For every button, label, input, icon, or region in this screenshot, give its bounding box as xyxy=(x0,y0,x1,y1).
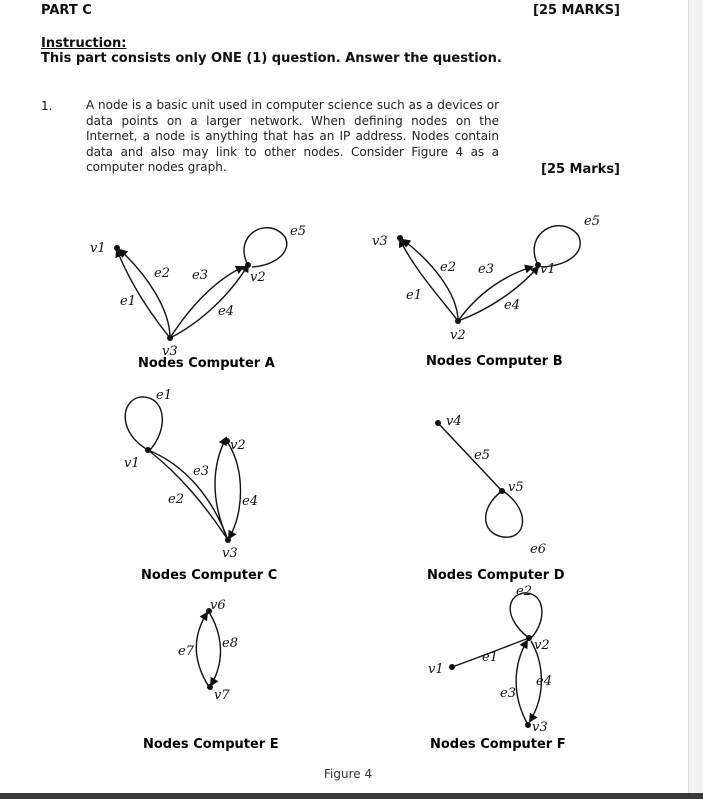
graph-c-label-e4: e4 xyxy=(242,494,258,509)
graph-b-node-v3 xyxy=(397,235,403,241)
graph-b-label-v2: v2 xyxy=(450,328,466,343)
graph-e-node-v7 xyxy=(207,684,213,690)
graph-a-node-v2 xyxy=(245,262,251,268)
graph-c-node-v1 xyxy=(145,447,151,453)
graph-d-edge-e6-loop xyxy=(486,491,523,537)
graph-a-label-e5: e5 xyxy=(290,224,306,239)
graph-b-label-e3: e3 xyxy=(478,262,494,277)
graph-c xyxy=(124,388,277,583)
graph-f-caption: Nodes Computer F xyxy=(430,737,566,752)
graph-b-edge-e3 xyxy=(458,267,532,321)
figure-caption: Figure 4 xyxy=(324,767,373,781)
graph-e xyxy=(143,598,279,752)
graph-f-node-v3 xyxy=(525,722,531,728)
graph-f-label-e2: e2 xyxy=(516,584,532,599)
bottom-toolbar-strip xyxy=(0,793,703,799)
graph-a-edge-e5-loop xyxy=(244,228,287,267)
graph-b-edge-e1 xyxy=(400,240,458,321)
graph-a-label-e4: e4 xyxy=(218,304,234,319)
graph-e-caption: Nodes Computer E xyxy=(143,737,279,752)
graph-c-node-v3 xyxy=(225,537,231,543)
graph-b xyxy=(372,214,600,369)
graph-d-node-v4 xyxy=(435,420,441,426)
graph-d-edge-e5 xyxy=(438,423,502,491)
graph-d-label-e5: e5 xyxy=(474,448,490,463)
graph-d-label-v4: v4 xyxy=(446,414,462,429)
graph-d-label-e6: e6 xyxy=(530,542,546,557)
graph-a-label-e3: e3 xyxy=(192,268,208,283)
graph-c-edge-e1-loop xyxy=(125,397,162,450)
graph-f-node-v1 xyxy=(449,664,455,670)
part-marks: [25 MARKS] xyxy=(533,3,620,18)
graph-d-node-v5 xyxy=(499,488,505,494)
graph-b-label-v3: v3 xyxy=(372,234,388,249)
question-marks: [25 Marks] xyxy=(541,162,621,177)
graph-f-label-e3: e3 xyxy=(500,686,516,701)
instruction-heading: Instruction: xyxy=(41,36,127,51)
graph-a xyxy=(90,224,306,371)
graph-b-label-e5: e5 xyxy=(584,214,600,229)
graph-f-label-e1: e1 xyxy=(482,650,498,665)
graph-b-edge-e5-loop xyxy=(534,226,580,267)
graph-b-node-v2 xyxy=(455,318,461,324)
graph-d xyxy=(427,414,565,583)
graph-c-label-v1: v1 xyxy=(124,456,140,471)
graph-f-label-v3: v3 xyxy=(532,720,548,735)
graph-b-label-e2: e2 xyxy=(440,260,456,275)
graph-e-label-v7: v7 xyxy=(214,688,230,703)
question-number: 1. xyxy=(41,99,53,113)
instruction-text: This part consists only ONE (1) question. Answer the question. xyxy=(41,51,502,66)
graph-e-label-e7: e7 xyxy=(178,644,194,659)
graph-a-label-v1: v1 xyxy=(90,241,106,256)
graph-d-label-v5: v5 xyxy=(508,480,524,495)
graph-b-edge-e4 xyxy=(458,267,538,321)
graph-f-label-v1: v1 xyxy=(428,662,444,677)
graph-b-label-v1: v1 xyxy=(540,262,556,277)
graph-c-edge-e4-right xyxy=(228,443,241,538)
graph-d-caption: Nodes Computer D xyxy=(427,568,565,583)
graph-c-label-v2: v2 xyxy=(230,438,246,453)
graph-e-edge-e8 xyxy=(209,612,221,685)
graph-f-edge-e3 xyxy=(516,641,527,723)
graph-a-label-e2: e2 xyxy=(154,266,170,281)
graph-f-edge-e2-loop xyxy=(510,593,542,638)
vertical-scrollbar[interactable] xyxy=(688,0,703,799)
graph-f-node-v2 xyxy=(526,635,532,641)
figure-4-graphs xyxy=(0,195,688,755)
graph-f xyxy=(428,584,566,752)
graph-a-label-v3: v3 xyxy=(162,344,178,359)
graph-e-label-e8: e8 xyxy=(222,636,238,651)
graph-c-caption: Nodes Computer C xyxy=(141,568,278,583)
graph-a-label-v2: v2 xyxy=(250,270,266,285)
graph-a-label-e1: e1 xyxy=(120,294,136,309)
graph-b-label-e1: e1 xyxy=(406,288,422,303)
graph-c-label-e2: e2 xyxy=(168,492,184,507)
graph-b-caption: Nodes Computer B xyxy=(426,354,563,369)
graph-f-label-e4: e4 xyxy=(536,674,552,689)
graph-f-label-v2: v2 xyxy=(534,638,550,653)
graph-a-node-v3 xyxy=(167,335,173,341)
graph-c-label-e3: e3 xyxy=(193,464,209,479)
part-heading: PART C xyxy=(41,3,92,18)
graph-e-label-v6: v6 xyxy=(210,598,226,613)
graph-b-edge-e2 xyxy=(403,240,458,321)
graph-c-label-e1: e1 xyxy=(156,388,172,403)
graph-b-label-e4: e4 xyxy=(504,298,520,313)
question-text: A node is a basic unit used in computer science such as a devices or data points on a larger network. When defining nodes on the Internet, a node is anything that has an IP address. Nodes contain data and also may link to other nodes. Consider Figure 4 as a computer nodes graph. xyxy=(86,98,499,174)
graph-a-node-v1 xyxy=(114,245,120,251)
graph-c-label-v3: v3 xyxy=(222,546,238,561)
graph-e-edge-e7 xyxy=(196,613,209,687)
graph-a-edge-e4 xyxy=(170,265,248,338)
graph-a-caption: Nodes Computer A xyxy=(138,356,275,371)
